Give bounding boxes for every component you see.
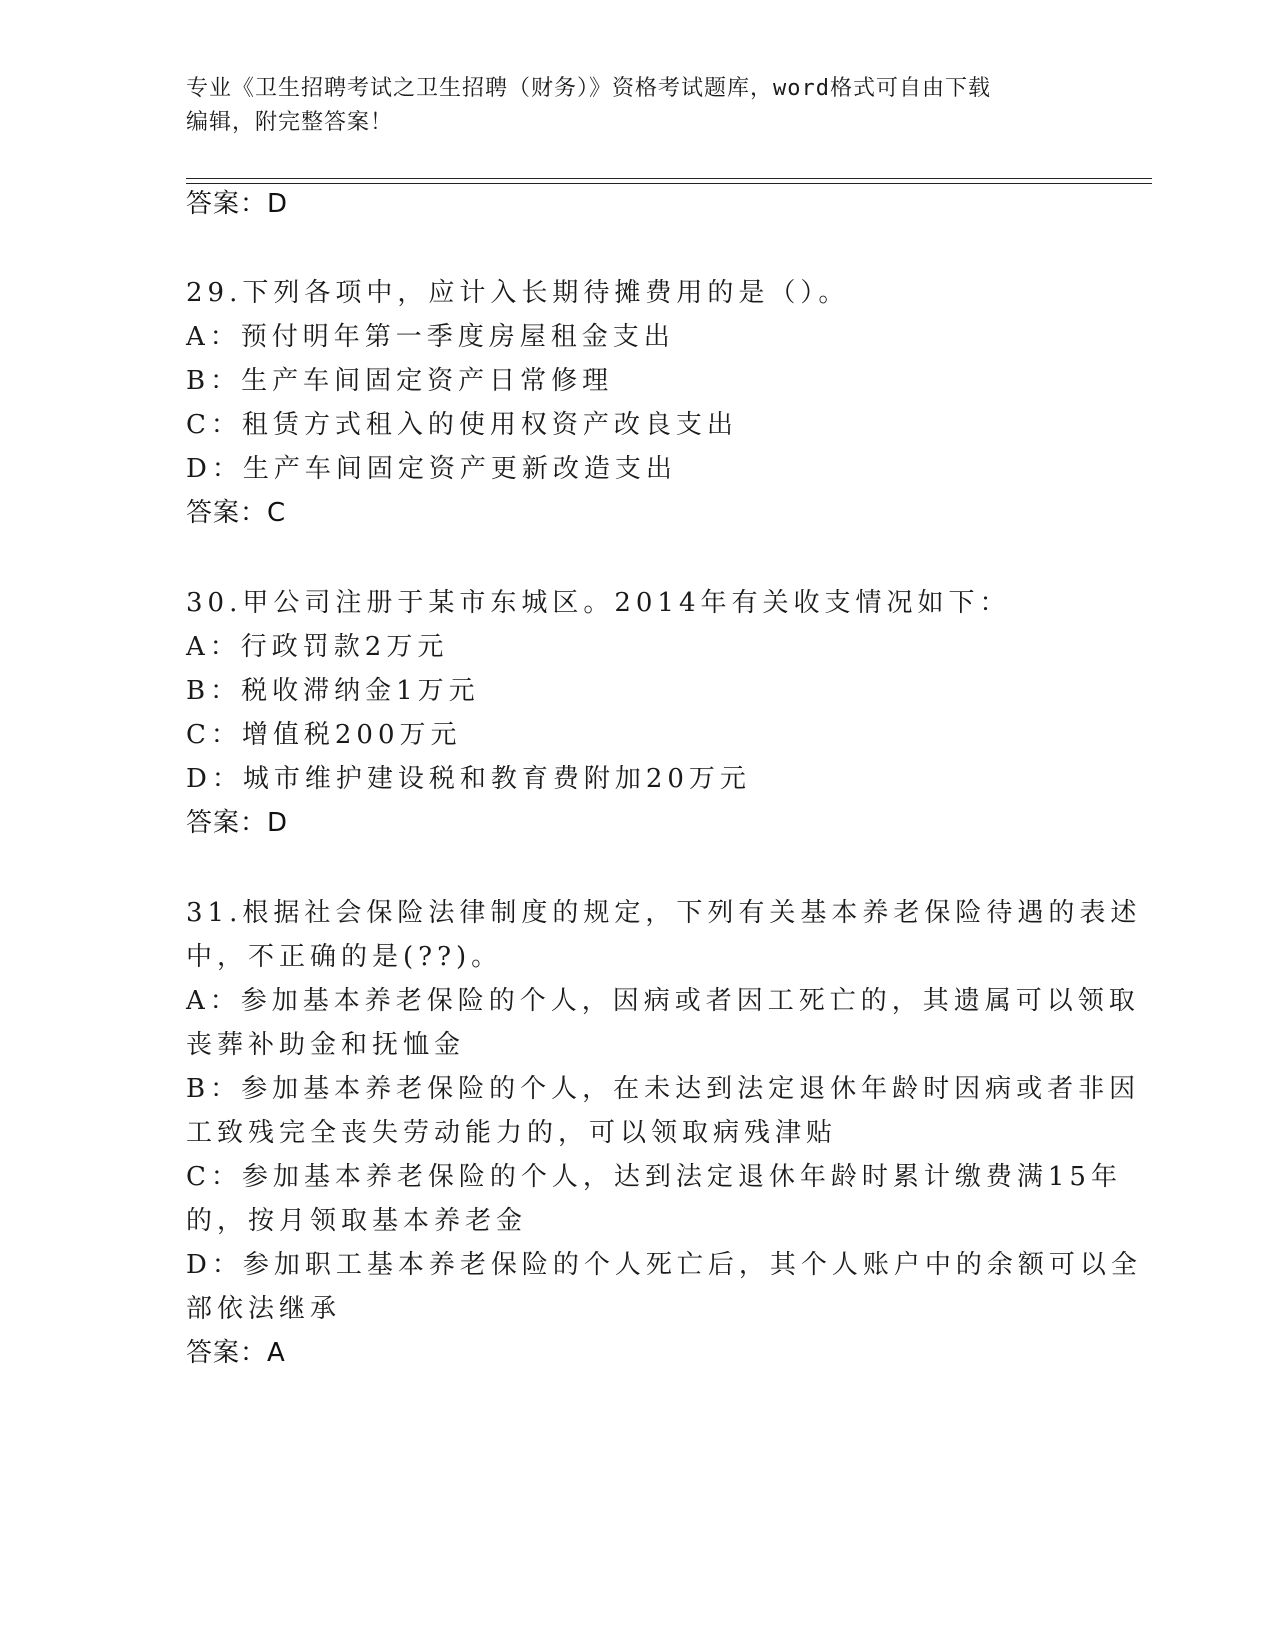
question-30-option-c: C：增值税200万元 [186, 720, 462, 750]
header-divider-bottom [186, 183, 1152, 184]
question-29-option-b: B：生产车间固定资产日常修理 [186, 366, 614, 396]
question-30-option-b: B：税收滞纳金1万元 [186, 676, 480, 706]
question-31-option-d-line-2: 部依法继承 [186, 1294, 342, 1324]
header-line-2: 编辑，附完整答案！ [186, 110, 394, 135]
question-29-answer: 答案：C [186, 498, 287, 528]
question-31-answer: 答案：A [186, 1338, 286, 1368]
question-30-option-a: A：行政罚款2万元 [186, 632, 449, 662]
question-31-option-b-line-1: B：参加基本养老保险的个人，在未达到法定退休年龄时因病或者非因 [186, 1074, 1141, 1104]
question-31-option-c-line-1: C：参加基本养老保险的个人，达到法定退休年龄时累计缴费满15年 [186, 1162, 1122, 1192]
question-30-answer: 答案：D [186, 808, 289, 838]
question-31-option-b-line-2: 工致残完全丧失劳动能力的，可以领取病残津贴 [186, 1118, 838, 1148]
header-divider-top [186, 178, 1152, 179]
answer-previous: 答案：D [186, 189, 289, 219]
question-29-option-c: C：租赁方式租入的使用权资产改良支出 [186, 410, 738, 440]
header-line-1: 专业《卫生招聘考试之卫生招聘（财务）》资格考试题库，word格式可自由下载 [186, 76, 991, 101]
question-31-option-a-line-1: A：参加基本养老保险的个人，因病或者因工死亡的，其遗属可以领取 [186, 986, 1140, 1016]
question-29-option-a: A：预付明年第一季度房屋租金支出 [186, 322, 675, 352]
question-31-stem-line-1: 31.根据社会保险法律制度的规定，下列有关基本养老保险待遇的表述 [186, 898, 1142, 928]
question-29-option-d: D：生产车间固定资产更新改造支出 [186, 454, 677, 484]
question-29-stem: 29.下列各项中，应计入长期待摊费用的是（）。 [186, 278, 850, 308]
question-31-option-c-line-2: 的，按月领取基本养老金 [186, 1206, 528, 1236]
question-31-option-a-line-2: 丧葬补助金和抚恤金 [186, 1030, 466, 1060]
question-30-stem: 30.甲公司注册于某市东城区。2014年有关收支情况如下： [186, 588, 1011, 618]
question-31-stem-line-2: 中，不正确的是(??)。 [186, 942, 503, 972]
question-31-option-d-line-1: D：参加职工基本养老保险的个人死亡后，其个人账户中的余额可以全 [186, 1250, 1142, 1280]
page-header [186, 72, 1076, 140]
question-30-option-d: D：城市维护建设税和教育费附加20万元 [186, 764, 751, 794]
